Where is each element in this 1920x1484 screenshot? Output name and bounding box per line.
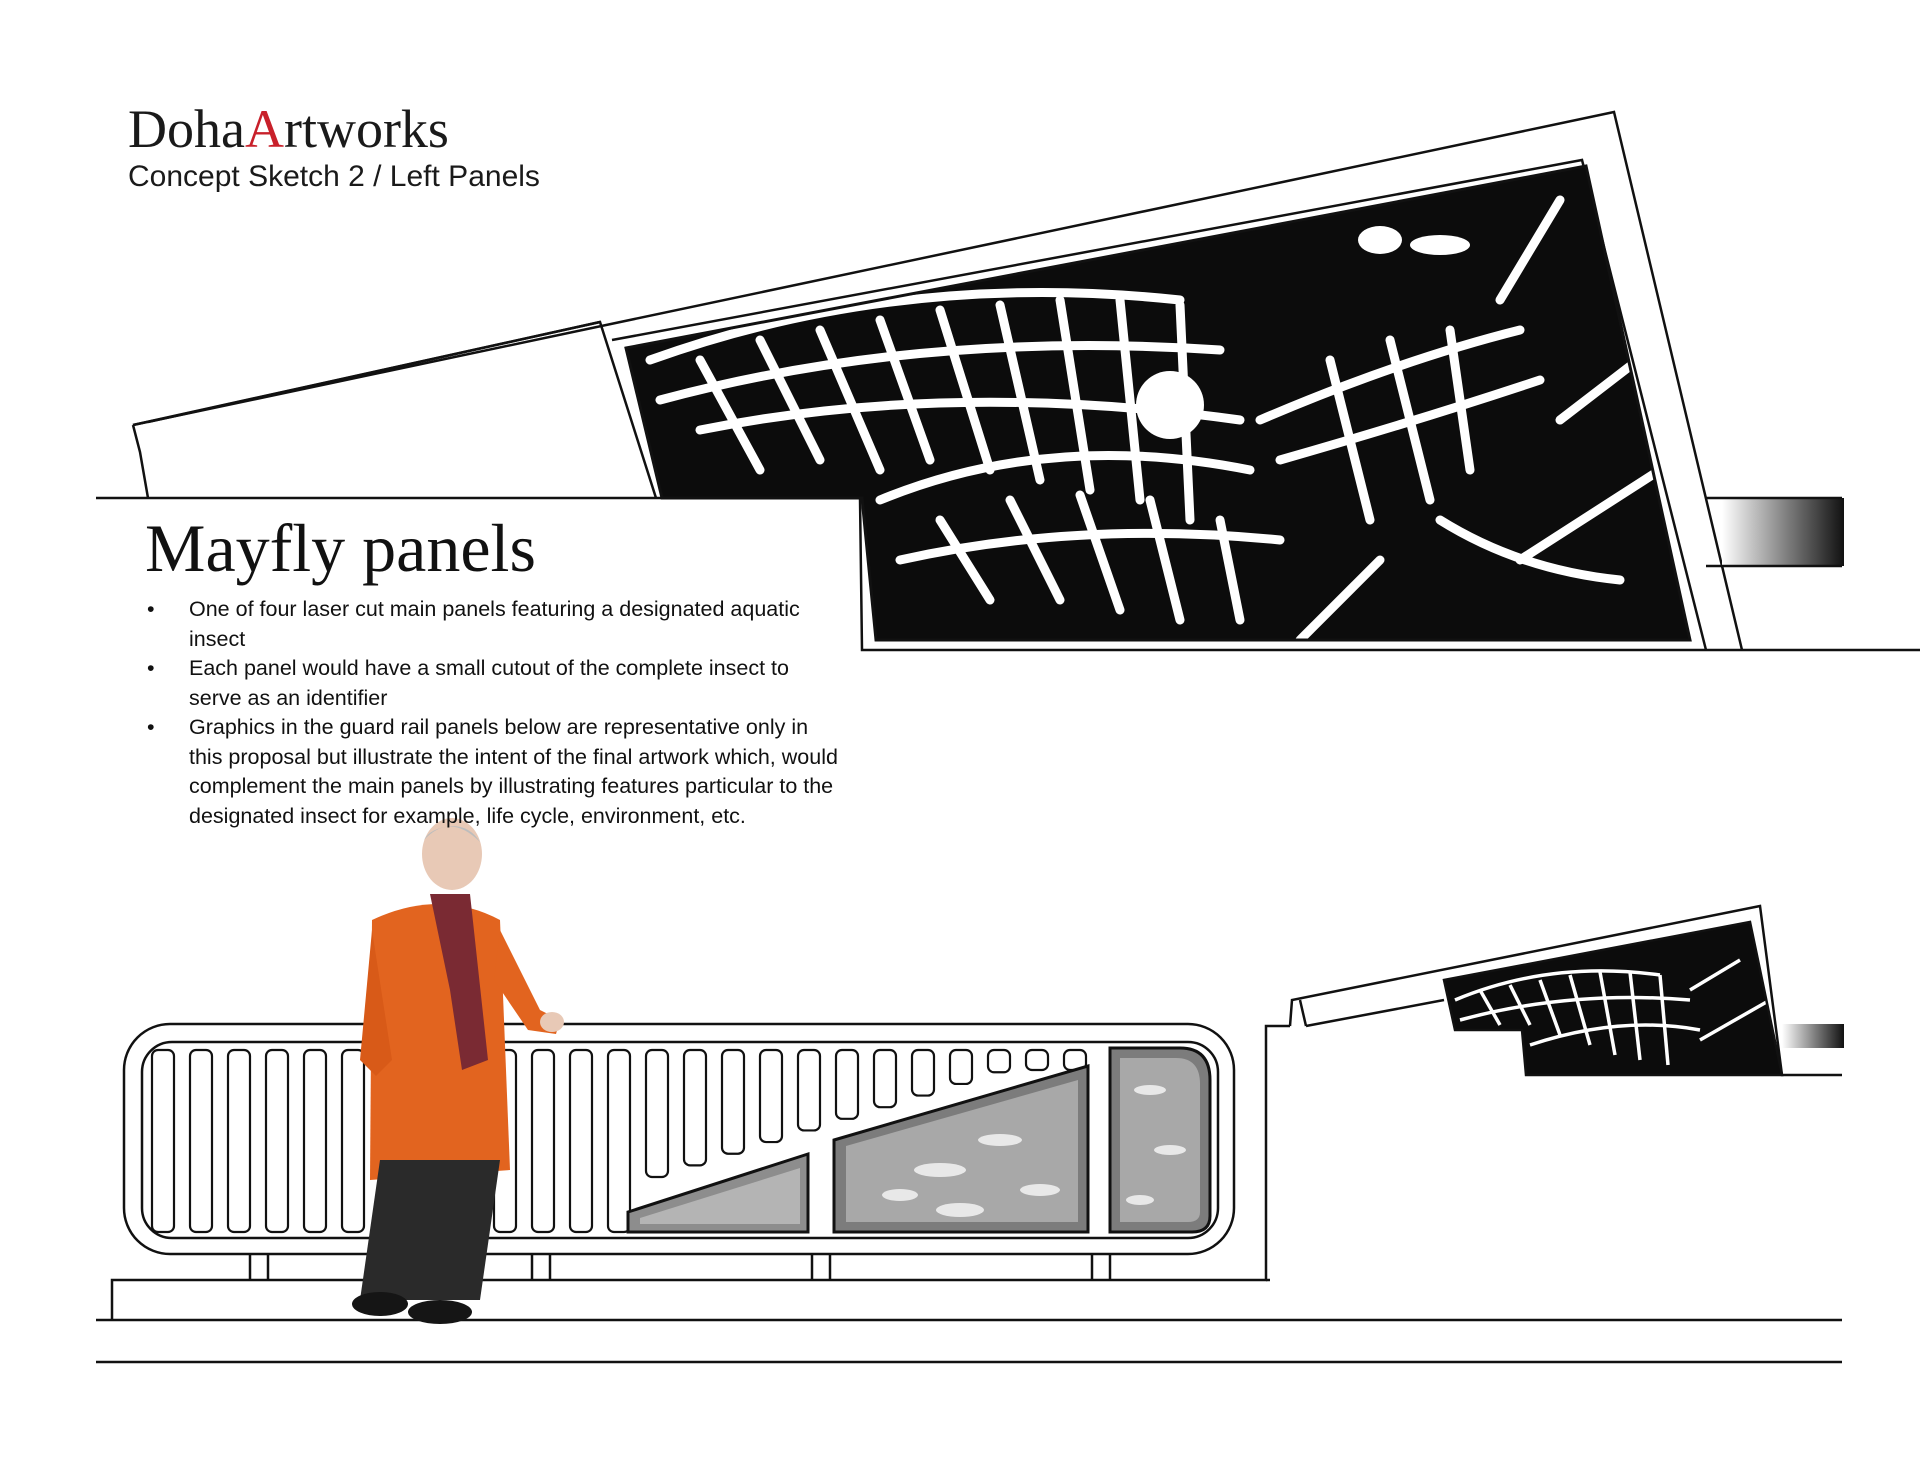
rail-baluster (266, 1050, 288, 1232)
rail-baluster (570, 1050, 592, 1232)
upper-side-pipe (1722, 498, 1844, 566)
rail-graphic-panel-2 (834, 1066, 1088, 1232)
rail-baluster (532, 1050, 554, 1232)
rail-baluster (912, 1050, 934, 1096)
rail-baluster (836, 1050, 858, 1119)
brand-accent-letter: A (244, 99, 284, 159)
rail-baluster (760, 1050, 782, 1142)
rail-baluster (722, 1050, 744, 1154)
section-title: Mayfly panels (145, 510, 536, 586)
rail-baluster (988, 1050, 1010, 1072)
rail-graphic-panel-3 (1110, 1048, 1210, 1232)
lower-side-pipe (1782, 1024, 1844, 1048)
rail-baluster (304, 1050, 326, 1232)
rail-baluster (342, 1050, 364, 1232)
rail-baluster (1026, 1050, 1048, 1070)
rail-baluster (646, 1050, 668, 1177)
rail-baluster (950, 1050, 972, 1084)
main-mayfly-panel (600, 150, 1720, 650)
rail-baluster (684, 1050, 706, 1165)
brand-logo (128, 100, 449, 158)
brand-part-1: Doha (128, 99, 245, 159)
bullet-item: • Each panel would have a small cutout of the complete insect to serve as an identifier (145, 654, 845, 713)
brand-part-3: rtworks (283, 99, 449, 159)
rail-baluster (608, 1050, 630, 1232)
bullet-list (145, 595, 845, 831)
rail-baluster (152, 1050, 174, 1232)
bullet-item: • One of four laser cut main panels featuring a designated aquatic insect (145, 595, 845, 654)
page-subtitle: Concept Sketch 2 / Left Panels (128, 160, 540, 193)
rail-baluster (228, 1050, 250, 1232)
rail-baluster (190, 1050, 212, 1232)
rail-baluster (874, 1050, 896, 1107)
bullet-item: • Graphics in the guard rail panels below are representative only in this proposal but illustrate the intent of the final artwork which, would complement the main panels by illustrating features particular to the designated insect for example, life cycle, environment, etc. (145, 713, 845, 831)
rail-baluster (798, 1050, 820, 1130)
